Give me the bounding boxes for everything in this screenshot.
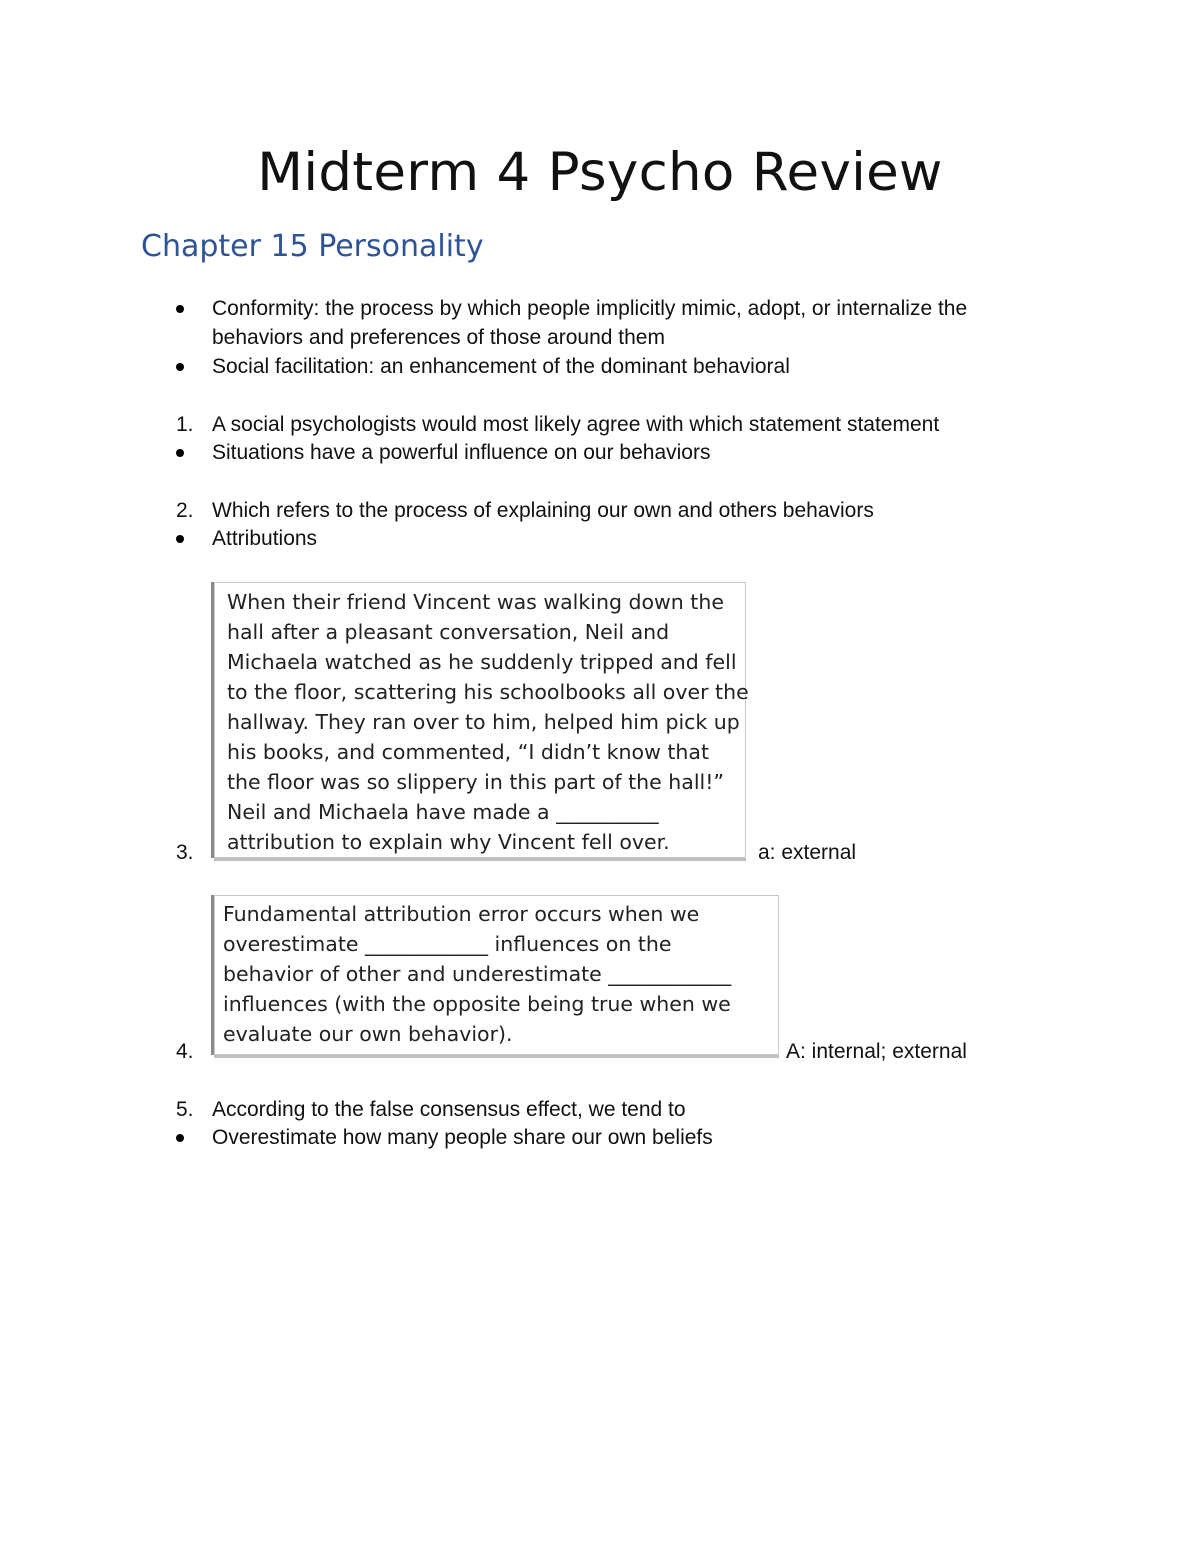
question-4-box-line: influences (with the opposite being true when we [223, 992, 731, 1016]
conformity-definition-line1: Conformity: the process by which people implicitly mimic, adopt, or internalize the [212, 297, 968, 320]
question-3-box-line: the floor was so slippery in this part of the hall!” [227, 770, 725, 794]
question-1-answer: Situations have a powerful influence on our behaviors [212, 441, 711, 464]
question-3-box-line: attribution to explain why Vincent fell over. [227, 830, 670, 854]
question-4-answer: A: internal; external [786, 1040, 967, 1063]
bullet-marker [176, 1134, 184, 1142]
question-number: 2. [176, 499, 194, 522]
question-number: 3. [176, 841, 194, 864]
question-number: 4. [176, 1040, 194, 1063]
question-5-answer: Overestimate how many people share our own beliefs [212, 1126, 713, 1149]
document-title: Midterm 4 Psycho Review [257, 142, 943, 203]
question-3-box-line: hall after a pleasant conversation, Neil and [227, 620, 670, 644]
question-3-box-line: his books, and commented, “I didn’t know that [227, 740, 709, 764]
bullet-marker [176, 535, 184, 543]
social-facilitation-definition: Social facilitation: an enhancement of the dominant behavioral [212, 355, 790, 378]
question-2-answer: Attributions [212, 527, 318, 550]
bullet-marker [176, 449, 184, 457]
question-number: 5. [176, 1098, 194, 1121]
question-4-box-line: evaluate our own behavior). [223, 1022, 513, 1046]
bullet-marker [176, 363, 184, 371]
question-number: 1. [176, 413, 194, 436]
question-3-image-box [214, 582, 749, 858]
question-3-box-line: Michaela watched as he suddenly tripped and fell [227, 650, 737, 674]
chapter-heading: Chapter 15 Personality [141, 229, 484, 264]
question-4-box-line: overestimate ____________ influences on the [223, 932, 672, 956]
question-3-box-line: When their friend Vincent was walking down the [227, 590, 724, 614]
question-3-box-line: hallway. They ran over to him, helped him pick up [227, 710, 740, 734]
question-5-text: According to the false consensus effect, we tend to [212, 1098, 686, 1121]
question-3-answer: a: external [758, 841, 857, 864]
question-1-text: A social psychologists would most likely agree with which statement statement [212, 413, 940, 436]
conformity-definition-line2: behaviors and preferences of those around them [212, 326, 665, 349]
question-2-text: Which refers to the process of explaining our own and others behaviors [212, 499, 874, 522]
question-4-box-line: behavior of other and underestimate ____________ [223, 962, 732, 986]
bullet-marker [176, 305, 184, 313]
question-3-box-line: Neil and Michaela have made a __________ [227, 800, 659, 824]
question-4-box-line: Fundamental attribution error occurs when we [223, 902, 700, 926]
question-4-image-box [214, 895, 779, 1055]
question-3-box-line: to the floor, scattering his schoolbooks all over the [227, 680, 749, 704]
